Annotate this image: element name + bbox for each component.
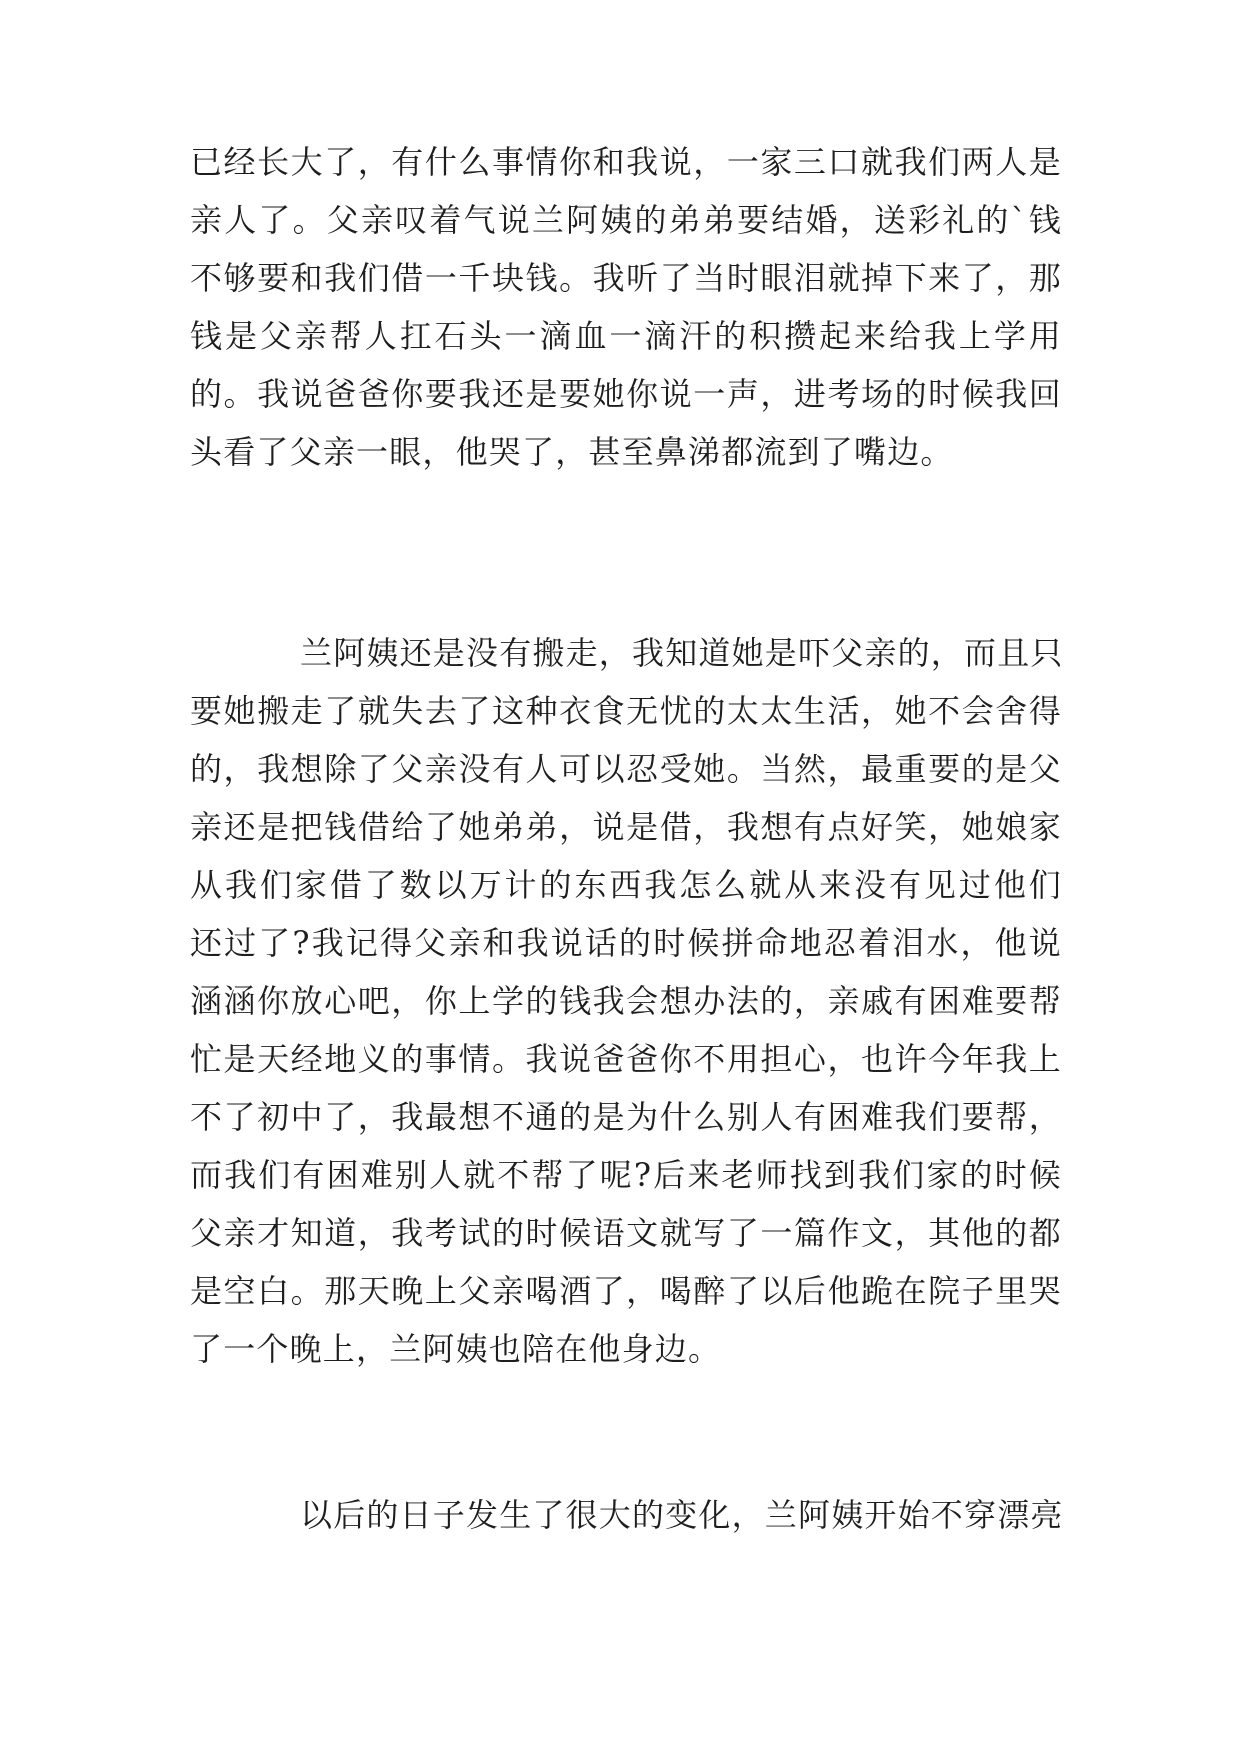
text-line: 忙是天经地义的事情。我说爸爸你不用担心，也许今年我上 xyxy=(190,1040,1062,1078)
text-line: 兰阿姨还是没有搬走，我知道她是吓父亲的，而且只 xyxy=(300,634,1064,672)
text-line: 还过了?我记得父亲和我说话的时候拼命地忍着泪水，他说 xyxy=(190,924,1062,962)
text-line: 的。我说爸爸你要我还是要她你说一声，进考场的时候我回 xyxy=(190,375,1062,413)
text-line: 而我们有困难别人就不帮了呢?后来老师找到我们家的时候 xyxy=(190,1156,1062,1194)
text-line: 要她搬走了就失去了这种衣食无忧的太太生活，她不会舍得 xyxy=(190,692,1062,730)
text-line: 不了初中了，我最想不通的是为什么别人有困难我们要帮， xyxy=(190,1098,1062,1136)
paragraph-1 xyxy=(190,133,1062,481)
text-line: 涵涵你放心吧，你上学的钱我会想办法的，亲戚有困难要帮 xyxy=(190,982,1062,1020)
text-line: 了一个晚上，兰阿姨也陪在他身边。 xyxy=(190,1330,722,1368)
text-line: 以后的日子发生了很大的变化，兰阿姨开始不穿漂亮 xyxy=(300,1496,1064,1534)
text-line: 头看了父亲一眼，他哭了，甚至鼻涕都流到了嘴边。 xyxy=(190,433,954,471)
text-line: 亲人了。父亲叹着气说兰阿姨的弟弟要结婚，送彩礼的`钱 xyxy=(190,201,1062,239)
text-line: 的，我想除了父亲没有人可以忍受她。当然，最重要的是父 xyxy=(190,750,1062,788)
paragraph-2 xyxy=(190,624,1062,1378)
text-line: 从我们家借了数以万计的东西我怎么就从来没有见过他们 xyxy=(190,866,1062,904)
text-line: 已经长大了，有什么事情你和我说，一家三口就我们两人是 xyxy=(190,143,1062,181)
text-line: 不够要和我们借一千块钱。我听了当时眼泪就掉下来了，那 xyxy=(190,259,1062,297)
text-line: 是空白。那天晚上父亲喝酒了，喝醉了以后他跪在院子里哭 xyxy=(190,1272,1062,1310)
text-line: 亲还是把钱借给了她弟弟，说是借，我想有点好笑，她娘家 xyxy=(190,808,1062,846)
text-line: 父亲才知道，我考试的时候语文就写了一篇作文，其他的都 xyxy=(190,1214,1062,1252)
paragraph-3 xyxy=(190,1486,1062,1544)
text-line: 钱是父亲帮人扛石头一滴血一滴汗的积攒起来给我上学用 xyxy=(190,317,1062,355)
